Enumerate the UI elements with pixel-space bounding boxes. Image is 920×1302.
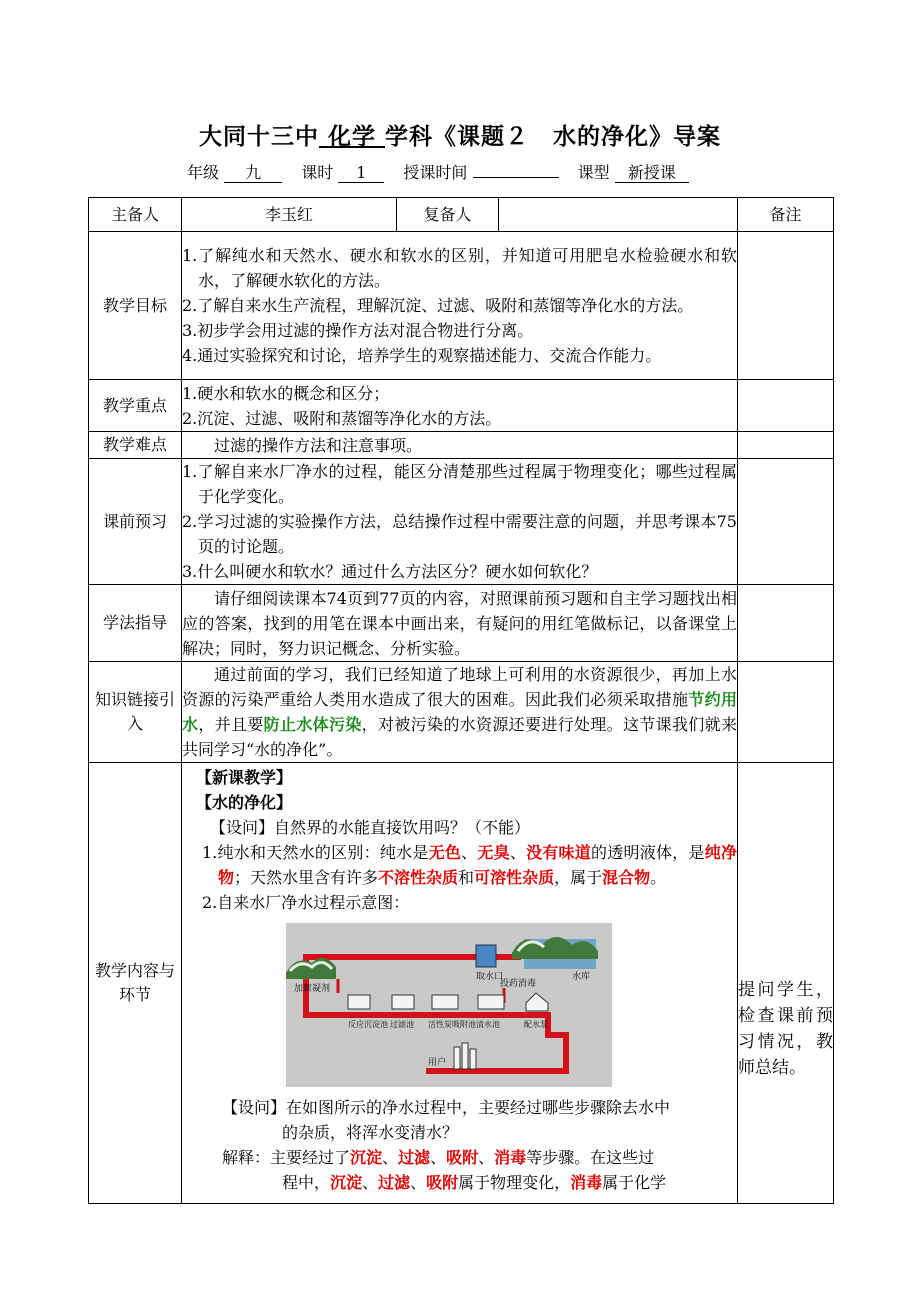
preview-note xyxy=(738,459,834,585)
lesson-meta xyxy=(187,160,689,183)
row-content xyxy=(89,763,834,1204)
row-goals xyxy=(89,232,834,380)
label-intake: 取水口 xyxy=(476,972,504,982)
goals-label: 教学目标 xyxy=(89,232,182,380)
question-2: 【设问】在如图所示的净水过程中，主要经过哪些步骤除去水中 xyxy=(222,1098,671,1117)
title-subject: 化学 xyxy=(328,124,376,150)
main-prep-label: 主备人 xyxy=(89,198,182,232)
label-user: 用户 xyxy=(428,1058,447,1068)
remarks-label: 备注 xyxy=(738,198,834,232)
label-flocculant: 加絮凝剂 xyxy=(294,984,331,994)
row-intro xyxy=(89,662,834,763)
preview-item: 1.了解自来水厂净水的过程，能区分清楚那些过程属于物理变化；哪些过程属于化学变化。 xyxy=(182,462,737,506)
period-label: 课时 xyxy=(301,163,334,182)
preview-item: 2.学习过滤的实验操作方法，总结操作过程中需要注意的问题，并思考课本75页的讨论题。 xyxy=(182,512,737,556)
label-carbon: 活性炭吸附池 xyxy=(428,1020,476,1029)
method-note xyxy=(738,585,834,662)
waterworks-svg xyxy=(286,923,612,1087)
preview-item: 3.什么叫硬水和软水？通过什么方法区分？硬水如何软化？ xyxy=(182,562,598,581)
period-value: 1 xyxy=(338,164,384,183)
label-disinfect: 投药消毒 xyxy=(500,979,537,989)
key-content xyxy=(182,380,738,432)
main-prep-value: 李玉红 xyxy=(182,198,397,232)
label-sedimentation: 反应沉淀池 xyxy=(348,1020,388,1029)
method-label: 学法指导 xyxy=(89,585,182,662)
new-lesson-heading: 【新课教学】 xyxy=(196,768,293,787)
content-note-text: 提问学生，检查课前预习情况，教师总结。 xyxy=(738,980,833,1078)
label-reservoir: 水库 xyxy=(572,972,591,982)
row-key xyxy=(89,380,834,432)
key-note xyxy=(738,380,834,432)
answer: 解释：主要经过了沉淀、过滤、吸附、消毒等步骤。在这些过 xyxy=(222,1148,655,1167)
label-filter: 过滤池 xyxy=(390,1020,414,1029)
highlight-save-water: 节约用水 xyxy=(182,690,737,734)
row-preparers xyxy=(89,198,834,232)
content-note xyxy=(738,763,834,1204)
page-title xyxy=(0,118,920,151)
water-purify-heading: 【水的净化】 xyxy=(196,793,293,812)
lesson-content xyxy=(182,763,738,1204)
question-1: 【设问】自然界的水能直接饮用吗？（不能） xyxy=(210,818,531,837)
difficult-content: 过滤的操作方法和注意事项。 xyxy=(182,432,738,459)
time-label: 授课时间 xyxy=(403,163,468,182)
key-item: 1.硬水和软水的概念和区分； xyxy=(182,383,390,403)
highlight-prevent-pollution: 防止水体污染 xyxy=(263,715,362,734)
row-preview xyxy=(89,459,834,585)
title-suffix: 学科《课题２ 水的净化》导案 xyxy=(385,124,722,150)
waterworks-diagram xyxy=(286,923,612,1087)
goals-content xyxy=(182,232,738,380)
intro-content: 通过前面的学习，我们已经知道了地球上可利用的水资源很少，再加上水资源的污染严重给人类用水造成了很大的困难。因此我们必须采取措施节约用水，并且要防止水体污染，对被污染的水资源还要进行处理。这节课我们就来共同学习“水的净化”。 xyxy=(182,662,738,763)
row-difficult xyxy=(89,432,834,459)
answer-cont: 程中，沉淀、过滤、吸附属于物理变化，消毒属于化学 xyxy=(282,1173,667,1192)
method-content: 请仔细阅读课本74页到77页的内容，对照课前预习题和自主学习题找出相应的答案，找到的用笔在课本中画出来，有疑问的用红笔做标记，以备课堂上解决；同时，努力识记概念、分析实验。 xyxy=(182,585,738,662)
type-value: 新授课 xyxy=(615,164,689,183)
lesson-plan-table xyxy=(88,197,834,1204)
label-clear-tank: 清水池 xyxy=(476,1020,500,1029)
goal-item: 4.通过实验探究和讨论，培养学生的观察描述能力、交流合作能力。 xyxy=(182,346,662,365)
difficult-note xyxy=(738,432,834,459)
co-prep-label: 复备人 xyxy=(397,198,499,232)
item-pure-vs-natural: 1.纯水和天然水的区别：纯水是无色、无臭、没有味道的透明液体，是纯净物；天然水里含有许多不溶性杂质和可溶性杂质，属于混合物。 xyxy=(202,843,737,887)
goal-item: 3.初步学会用过滤的操作方法对混合物进行分离。 xyxy=(182,321,534,340)
title-prefix: 大同十三中 xyxy=(198,124,319,150)
goals-note xyxy=(738,232,834,380)
key-item: 2.沉淀、过滤、吸附和蒸馏等净化水的方法。 xyxy=(182,408,502,428)
intro-note xyxy=(738,662,834,763)
preview-content xyxy=(182,459,738,585)
preview-label: 课前预习 xyxy=(89,459,182,585)
diagram-wrapper xyxy=(182,915,737,1095)
item-waterworks: 2.自来水厂净水过程示意图： xyxy=(202,893,410,912)
grade-value: 九 xyxy=(224,164,282,183)
type-label: 课型 xyxy=(577,163,610,182)
intro-label: 知识链接引入 xyxy=(89,662,182,763)
key-label: 教学重点 xyxy=(89,380,182,432)
goal-item: 2.了解自来水生产流程，理解沉淀、过滤、吸附和蒸馏等净化水的方法。 xyxy=(182,296,694,315)
grade-label: 年级 xyxy=(187,163,220,182)
co-prep-value xyxy=(499,198,738,232)
question-2-cont: 的杂质，将浑水变清水？ xyxy=(282,1123,459,1142)
time-value xyxy=(473,177,559,178)
label-pump: 配水泵 xyxy=(524,1020,548,1029)
row-method xyxy=(89,585,834,662)
content-label: 教学内容与环节 xyxy=(89,763,182,1204)
goal-item: 1.了解纯水和天然水、硬水和软水的区别，并知道可用肥皂水检验硬水和软水，了解硬水软化的方法。 xyxy=(182,246,737,290)
difficult-label: 教学难点 xyxy=(89,432,182,459)
